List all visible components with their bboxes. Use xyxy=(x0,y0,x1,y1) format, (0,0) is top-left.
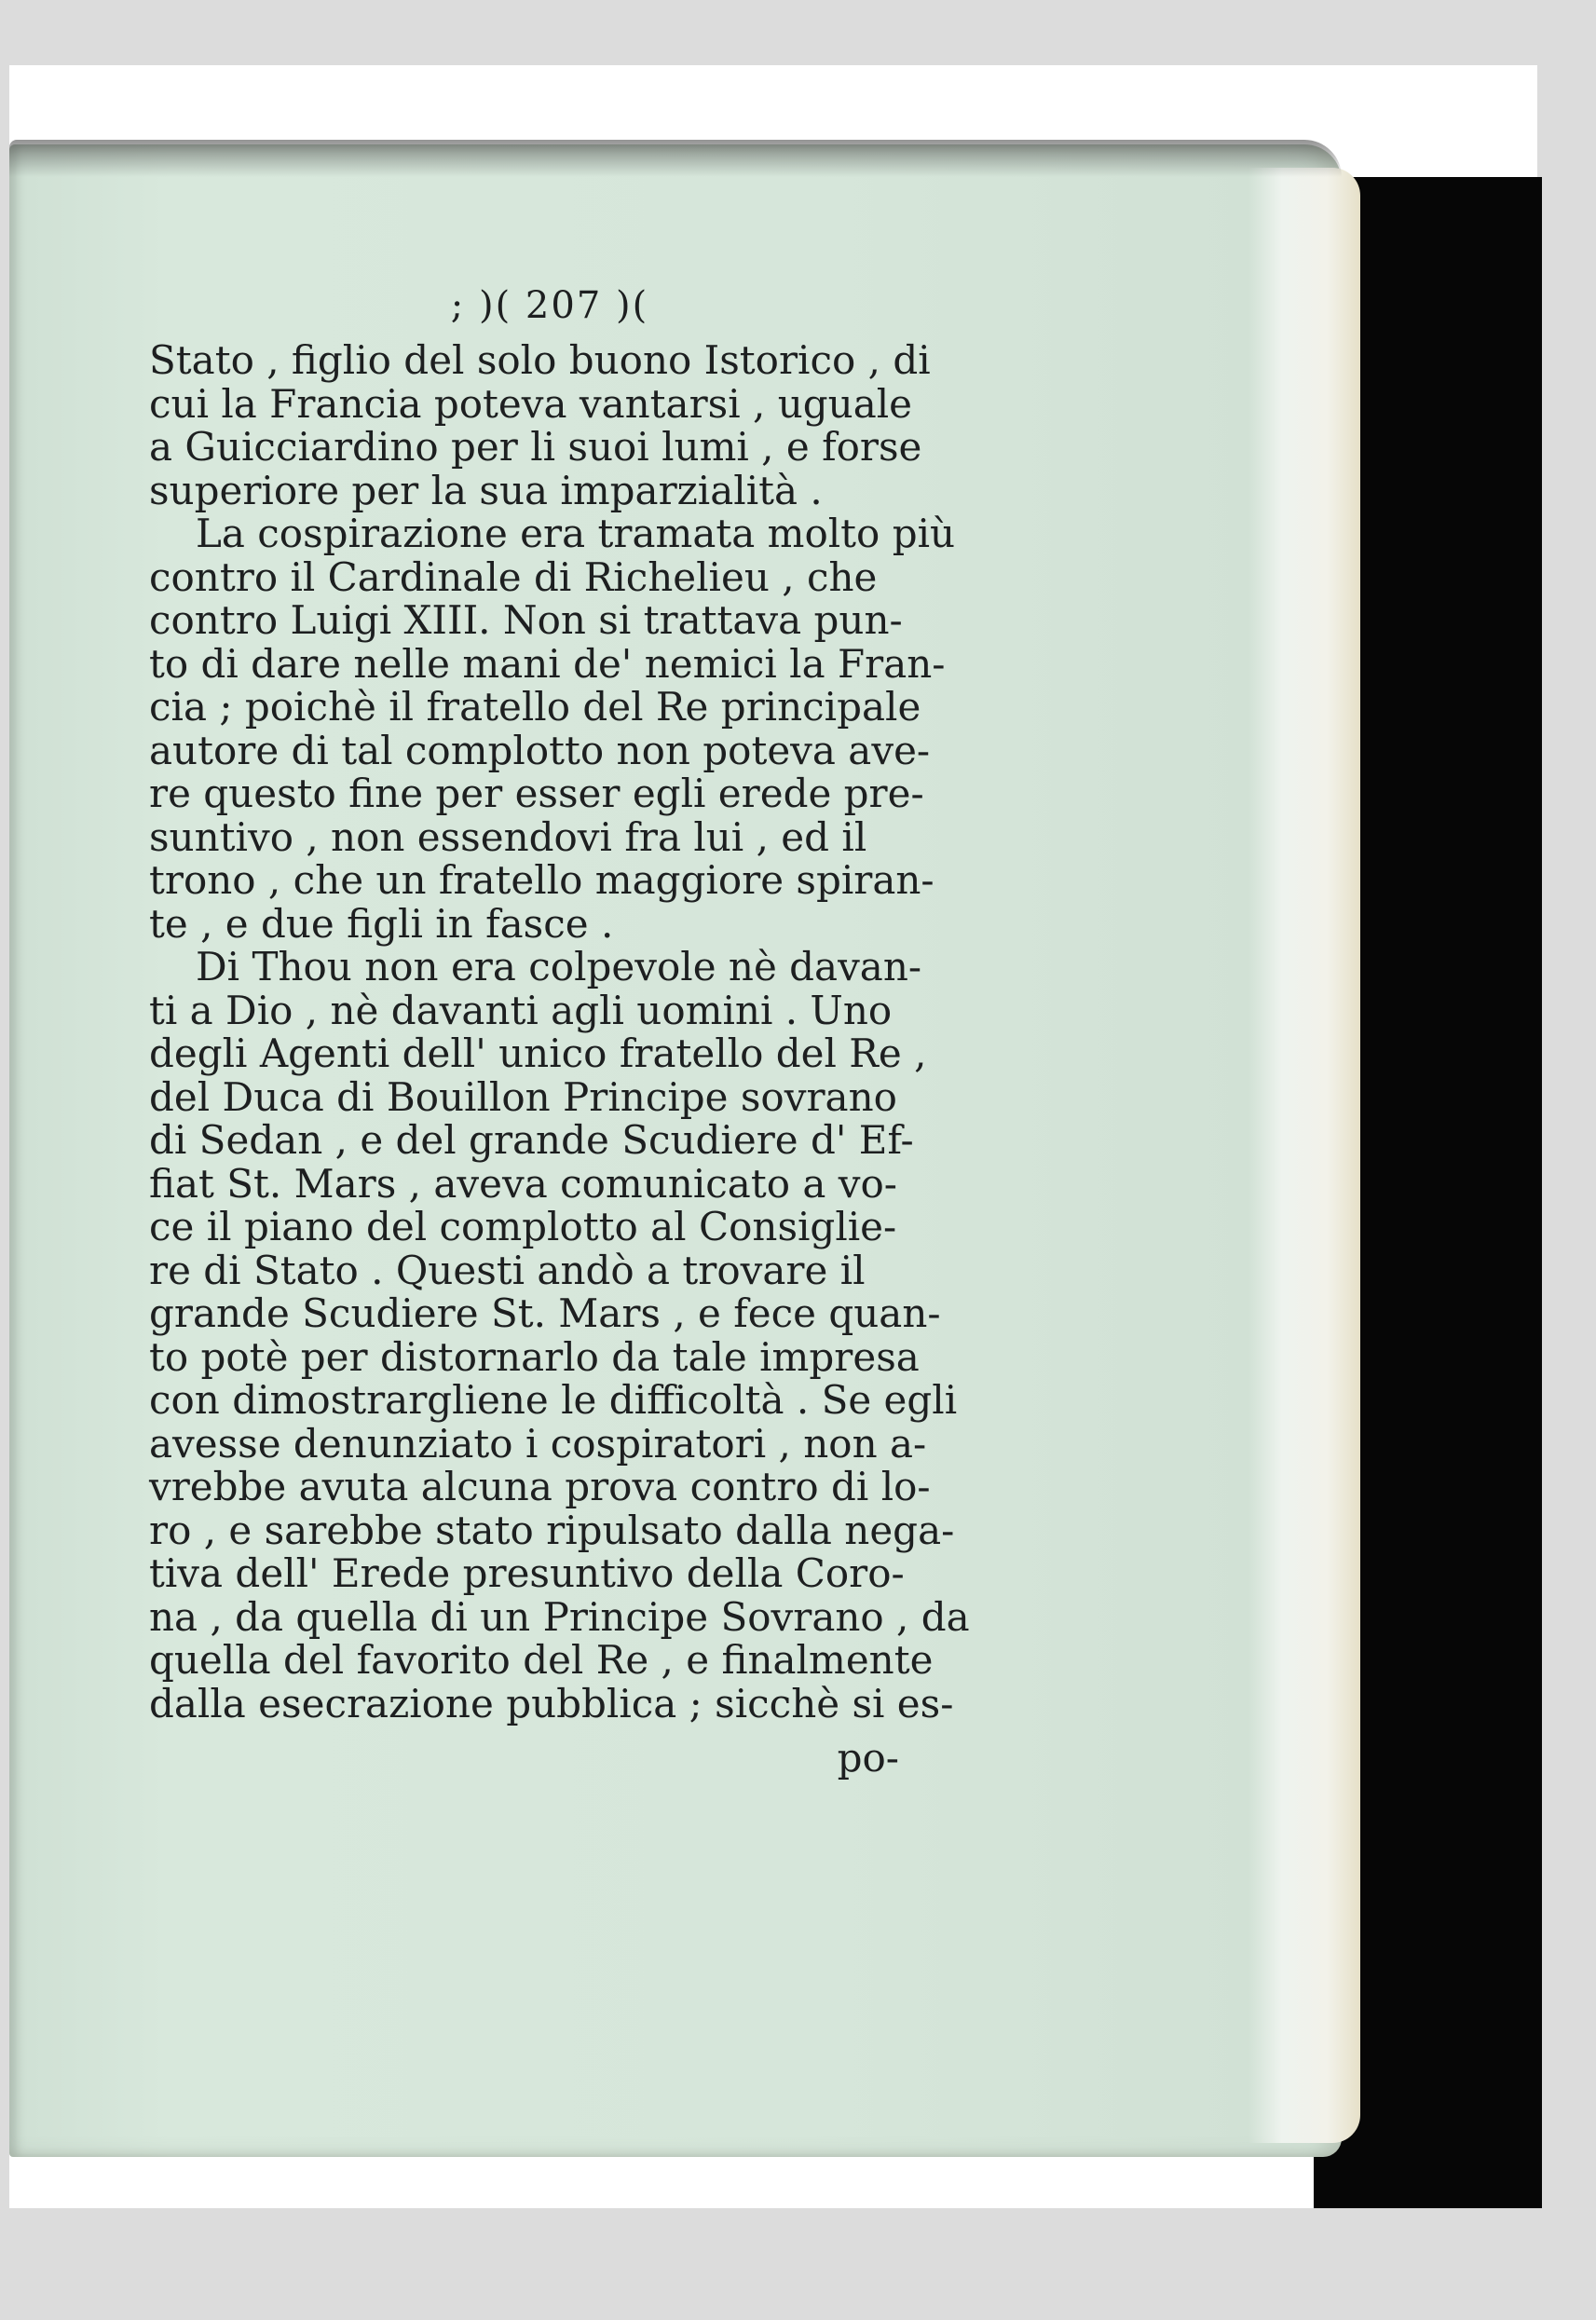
text-line: contro il Cardinale di Richelieu , che xyxy=(149,553,878,600)
text-line: vrebbe avuta alcuna prova contro di lo- xyxy=(149,1464,931,1509)
text-line: fiat St. Mars , aveva comunicato a vo- xyxy=(149,1160,897,1207)
text-line: di Sedan , e del grande Scudiere d' Ef- xyxy=(149,1117,914,1163)
text-line: con dimostrargliene le difficoltà . Se egli xyxy=(149,1377,958,1423)
text-line: ro , e sarebbe stato ripulsato dalla nega- xyxy=(149,1507,955,1553)
text-line: cui la Francia poteva vantarsi , uguale xyxy=(149,380,913,427)
page-top-shadow xyxy=(9,140,1342,177)
text-line: La cospirazione era tramata molto più xyxy=(196,511,956,556)
text-line: to potè per distornarlo da tale impresa xyxy=(149,1333,920,1380)
text-line: cia ; poichè il fratello del Re principale xyxy=(149,684,921,730)
text-line: re di Stato . Questi andò a trovare il xyxy=(149,1247,866,1293)
text-line: a Guicciardino per li suoi lumi , e forse xyxy=(149,424,922,470)
text-line: na , da quella di un Principe Sovrano , da xyxy=(149,1593,970,1640)
text-line: autore di tal complotto non poteva ave- xyxy=(149,727,931,773)
text-line: re questo fine per esser egli erede pre- xyxy=(149,771,924,816)
catchword: po- xyxy=(837,1735,899,1781)
text-line: dalla esecrazione pubblica ; sicchè si es- xyxy=(149,1680,954,1726)
text-line: to di dare nelle mani de' nemici la Fran- xyxy=(149,640,946,687)
text-line: ti a Dio , nè davanti agli uomini . Uno xyxy=(149,987,893,1033)
text-line: Stato , figlio del solo buono Istorico , di xyxy=(149,337,931,383)
text-line: grande Scudiere St. Mars , e fece quan- xyxy=(149,1290,941,1336)
page-text-block xyxy=(149,280,970,1781)
page-header: ; )( 207 )( xyxy=(450,284,649,327)
page-edge xyxy=(1248,168,1360,2143)
text-lines xyxy=(149,337,970,1726)
text-line: trono , che un fratello maggiore spiran- xyxy=(149,857,934,903)
text-line: ce il piano del complotto al Consiglie- xyxy=(149,1204,897,1249)
text-line: te , e due figli in fasce . xyxy=(149,900,614,947)
text-line: tiva dell' Erede presuntivo della Coro- xyxy=(149,1550,905,1596)
text-line: del Duca di Bouillon Principe sovrano xyxy=(149,1073,897,1120)
text-line: degli Agenti dell' unico fratello del Re , xyxy=(149,1030,927,1076)
text-line: superiore per la sua imparzialità . xyxy=(149,467,823,513)
text-line: Di Thou non era colpevole nè davan- xyxy=(196,944,922,989)
text-line: quella del favorito del Re , e finalmente xyxy=(149,1637,934,1683)
text-line: avesse denunziato i cospiratori , non a- xyxy=(149,1420,927,1467)
text-line: suntivo , non essendovi fra lui , ed il xyxy=(149,813,867,860)
text-line: contro Luigi XIII. Non si trattava pun- xyxy=(149,597,903,643)
